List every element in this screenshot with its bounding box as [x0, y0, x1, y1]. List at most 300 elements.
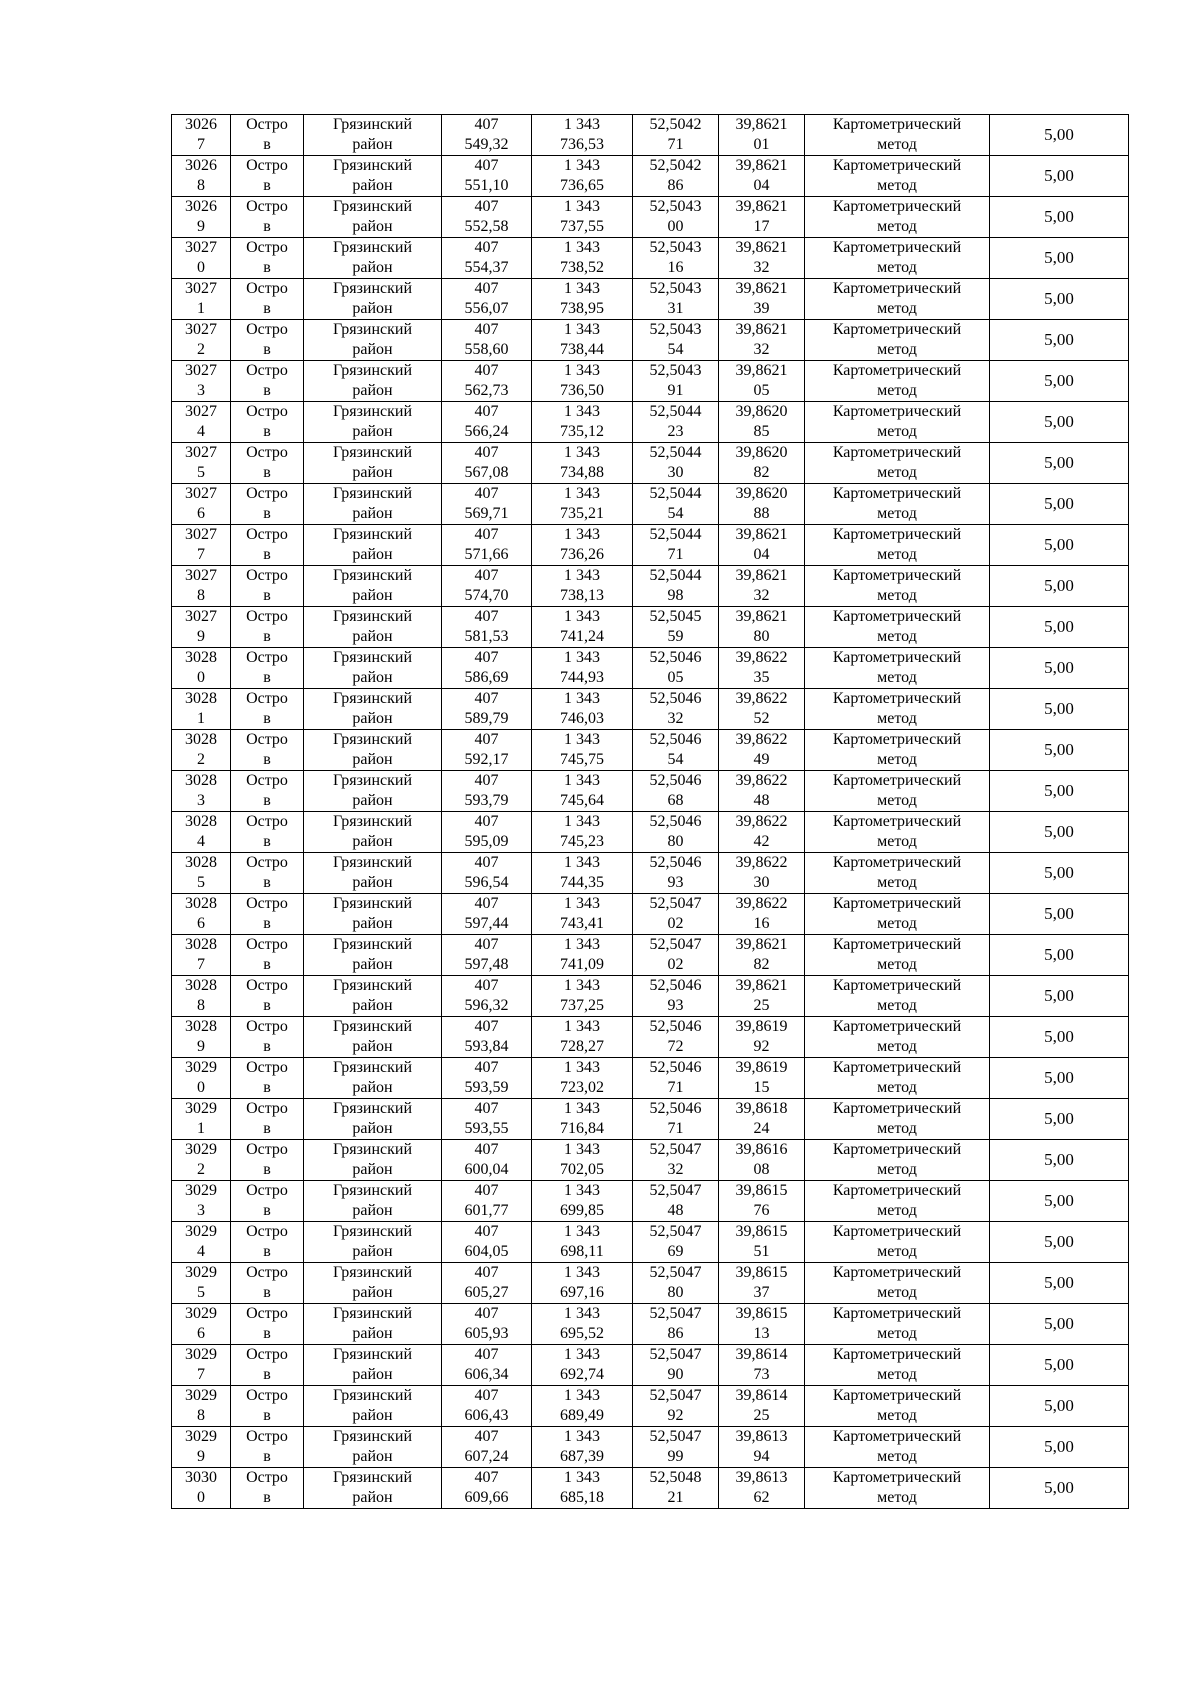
object-type-cell: [231, 1427, 304, 1468]
longitude-line-1: 39,8621: [735, 239, 788, 256]
district-line-2: район: [352, 259, 393, 276]
point-number-line-2: 4: [197, 423, 205, 440]
accuracy-cell: 5,00: [990, 1140, 1129, 1181]
y-coordinate-line-1: 1 343: [564, 485, 600, 502]
longitude-line-2: 25: [753, 997, 770, 1014]
object-type-cell: [231, 976, 304, 1017]
x-coordinate-line-2: 566,24: [464, 423, 509, 440]
district-line-2: район: [352, 1407, 393, 1424]
point-number-line-1: 3029: [185, 1141, 217, 1158]
object-type-line-2: в: [263, 259, 271, 276]
method-line-2: метод: [877, 710, 917, 727]
point-number-line-2: 2: [197, 341, 205, 358]
object-type-line-1: Остро: [246, 1387, 288, 1404]
x-coordinate-line-2: 605,93: [464, 1325, 509, 1342]
district-line-2: район: [352, 1284, 393, 1301]
x-coordinate-line-1: 407: [474, 280, 499, 297]
point-number-cell: [172, 853, 231, 894]
longitude-line-1: 39,8622: [735, 813, 788, 830]
latitude-cell: [633, 607, 719, 648]
longitude-line-1: 39,8618: [735, 1100, 788, 1117]
district-line-2: район: [352, 177, 393, 194]
method-line-2: метод: [877, 792, 917, 809]
object-type-line-1: Остро: [246, 403, 288, 420]
point-number-line-2: 3: [197, 1202, 205, 1219]
latitude-line-1: 52,5047: [649, 936, 702, 953]
point-number-line-2: 9: [197, 1038, 205, 1055]
point-number-cell: [172, 1181, 231, 1222]
district-line-2: район: [352, 341, 393, 358]
x-coordinate-cell: [442, 812, 532, 853]
y-coordinate-line-1: 1 343: [564, 321, 600, 338]
y-coordinate-cell: [532, 238, 633, 279]
district-line-2: район: [352, 1489, 393, 1506]
method-cell: [805, 648, 990, 689]
accuracy-cell: 5,00: [990, 1345, 1129, 1386]
district-line-1: Грязинский: [332, 157, 413, 174]
method-line-1: Картометрический: [832, 649, 962, 666]
object-type-cell: [231, 935, 304, 976]
district-line-1: Грязинский: [332, 1141, 413, 1158]
method-cell: [805, 689, 990, 730]
y-coordinate-line-1: 1 343: [564, 1387, 600, 1404]
object-type-cell: [231, 197, 304, 238]
table-row: [172, 607, 1129, 648]
x-coordinate-cell: [442, 1345, 532, 1386]
longitude-line-2: 17: [753, 218, 770, 235]
accuracy-cell: 5,00: [990, 320, 1129, 361]
accuracy-cell: 5,00: [990, 1304, 1129, 1345]
accuracy-cell: 5,00: [990, 1017, 1129, 1058]
point-number-cell: [172, 156, 231, 197]
y-coordinate-cell: [532, 525, 633, 566]
y-coordinate-line-2: 745,64: [560, 792, 604, 809]
y-coordinate-line-2: 685,18: [560, 1489, 604, 1506]
method-line-2: метод: [877, 1161, 917, 1178]
longitude-cell: [719, 279, 805, 320]
y-coordinate-line-1: 1 343: [564, 157, 600, 174]
method-line-2: метод: [877, 874, 917, 891]
method-cell: [805, 525, 990, 566]
accuracy-cell: 5,00: [990, 853, 1129, 894]
method-line-2: метод: [877, 956, 917, 973]
x-coordinate-line-2: 554,37: [464, 259, 509, 276]
longitude-cell: [719, 566, 805, 607]
longitude-cell: [719, 730, 805, 771]
object-type-line-1: Остро: [246, 157, 288, 174]
district-line-1: Грязинский: [332, 1387, 413, 1404]
object-type-cell: [231, 730, 304, 771]
method-line-2: метод: [877, 1079, 917, 1096]
point-number-cell: [172, 976, 231, 1017]
latitude-line-1: 52,5043: [649, 239, 702, 256]
method-line-2: метод: [877, 505, 917, 522]
x-coordinate-line-1: 407: [474, 1305, 499, 1322]
object-type-cell: [231, 689, 304, 730]
longitude-line-1: 39,8621: [735, 567, 788, 584]
y-coordinate-line-1: 1 343: [564, 895, 600, 912]
object-type-line-2: в: [263, 1284, 271, 1301]
method-cell: [805, 812, 990, 853]
longitude-line-1: 39,8622: [735, 649, 788, 666]
latitude-line-2: 31: [667, 300, 684, 317]
object-type-line-2: в: [263, 669, 271, 686]
object-type-line-1: Остро: [246, 608, 288, 625]
y-coordinate-line-2: 741,09: [560, 956, 604, 973]
y-coordinate-line-2: 716,84: [560, 1120, 604, 1137]
point-number-line-2: 2: [197, 1161, 205, 1178]
x-coordinate-line-2: 593,84: [464, 1038, 509, 1055]
longitude-line-1: 39,8621: [735, 936, 788, 953]
x-coordinate-line-2: 606,43: [464, 1407, 509, 1424]
longitude-line-2: 92: [753, 1038, 770, 1055]
x-coordinate-cell: [442, 771, 532, 812]
y-coordinate-cell: [532, 1181, 633, 1222]
x-coordinate-line-1: 407: [474, 1100, 499, 1117]
district-line-1: Грязинский: [332, 977, 413, 994]
district-cell: [304, 279, 442, 320]
latitude-line-1: 52,5042: [649, 116, 702, 133]
latitude-line-1: 52,5044: [649, 567, 702, 584]
object-type-line-2: в: [263, 300, 271, 317]
point-number-line-2: 1: [197, 710, 205, 727]
district-cell: [304, 730, 442, 771]
y-coordinate-line-2: 736,53: [560, 136, 604, 153]
longitude-cell: [719, 1468, 805, 1509]
y-coordinate-line-1: 1 343: [564, 1182, 600, 1199]
longitude-cell: [719, 320, 805, 361]
point-number-line-1: 3028: [185, 731, 217, 748]
district-cell: [304, 812, 442, 853]
x-coordinate-line-1: 407: [474, 239, 499, 256]
table-row: [172, 1304, 1129, 1345]
y-coordinate-line-1: 1 343: [564, 977, 600, 994]
table-row: [172, 1345, 1129, 1386]
district-line-2: район: [352, 1038, 393, 1055]
object-type-cell: [231, 156, 304, 197]
object-type-line-1: Остро: [246, 1264, 288, 1281]
latitude-cell: [633, 1468, 719, 1509]
y-coordinate-line-2: 728,27: [560, 1038, 604, 1055]
x-coordinate-cell: [442, 1181, 532, 1222]
latitude-line-2: 80: [667, 1284, 684, 1301]
y-coordinate-cell: [532, 1345, 633, 1386]
method-cell: [805, 320, 990, 361]
latitude-cell: [633, 1058, 719, 1099]
latitude-cell: [633, 320, 719, 361]
district-cell: [304, 648, 442, 689]
object-type-line-2: в: [263, 1366, 271, 1383]
table-row: [172, 238, 1129, 279]
method-line-2: метод: [877, 915, 917, 932]
y-coordinate-line-2: 744,35: [560, 874, 604, 891]
x-coordinate-line-1: 407: [474, 936, 499, 953]
point-number-line-2: 6: [197, 1325, 205, 1342]
latitude-line-1: 52,5043: [649, 362, 702, 379]
y-coordinate-cell: [532, 279, 633, 320]
latitude-line-2: 90: [667, 1366, 684, 1383]
point-number-cell: [172, 1345, 231, 1386]
longitude-line-2: 48: [753, 792, 770, 809]
district-cell: [304, 1345, 442, 1386]
y-coordinate-cell: [532, 812, 633, 853]
latitude-cell: [633, 443, 719, 484]
longitude-line-1: 39,8614: [735, 1346, 788, 1363]
district-cell: [304, 1099, 442, 1140]
district-cell: [304, 1058, 442, 1099]
latitude-line-2: 48: [667, 1202, 684, 1219]
x-coordinate-cell: [442, 361, 532, 402]
district-line-1: Грязинский: [332, 526, 413, 543]
point-number-line-1: 3027: [185, 444, 217, 461]
object-type-line-1: Остро: [246, 362, 288, 379]
object-type-cell: [231, 607, 304, 648]
latitude-line-2: 32: [667, 710, 684, 727]
district-line-1: Грязинский: [332, 1469, 413, 1486]
y-coordinate-line-2: 702,05: [560, 1161, 604, 1178]
x-coordinate-cell: [442, 238, 532, 279]
object-type-line-2: в: [263, 423, 271, 440]
x-coordinate-line-2: 562,73: [464, 382, 509, 399]
latitude-line-1: 52,5046: [649, 731, 702, 748]
method-cell: [805, 853, 990, 894]
x-coordinate-cell: [442, 1386, 532, 1427]
x-coordinate-line-2: 593,59: [464, 1079, 509, 1096]
method-cell: [805, 1263, 990, 1304]
accuracy-cell: 5,00: [990, 566, 1129, 607]
x-coordinate-cell: [442, 1017, 532, 1058]
accuracy-cell: 5,00: [990, 607, 1129, 648]
district-line-1: Грязинский: [332, 1100, 413, 1117]
district-cell: [304, 935, 442, 976]
method-line-1: Картометрический: [832, 157, 962, 174]
district-line-1: Грязинский: [332, 813, 413, 830]
accuracy-cell: 5,00: [990, 894, 1129, 935]
method-line-2: метод: [877, 669, 917, 686]
x-coordinate-line-2: 607,24: [464, 1448, 509, 1465]
point-number-line-2: 8: [197, 997, 205, 1014]
y-coordinate-line-1: 1 343: [564, 1469, 600, 1486]
point-number-line-2: 5: [197, 464, 205, 481]
object-type-line-1: Остро: [246, 444, 288, 461]
longitude-cell: [719, 1099, 805, 1140]
longitude-cell: [719, 115, 805, 156]
object-type-line-1: Остро: [246, 1100, 288, 1117]
longitude-line-2: 85: [753, 423, 770, 440]
method-cell: [805, 361, 990, 402]
method-line-2: метод: [877, 1202, 917, 1219]
longitude-line-1: 39,8620: [735, 444, 788, 461]
object-type-line-1: Остро: [246, 1141, 288, 1158]
y-coordinate-cell: [532, 197, 633, 238]
latitude-line-2: 71: [667, 546, 684, 563]
latitude-line-1: 52,5047: [649, 1182, 702, 1199]
district-line-2: район: [352, 587, 393, 604]
object-type-line-1: Остро: [246, 895, 288, 912]
y-coordinate-cell: [532, 1263, 633, 1304]
longitude-cell: [719, 689, 805, 730]
latitude-cell: [633, 197, 719, 238]
accuracy-cell: 5,00: [990, 443, 1129, 484]
method-line-1: Картометрический: [832, 1100, 962, 1117]
table-row: [172, 853, 1129, 894]
method-line-2: метод: [877, 1407, 917, 1424]
y-coordinate-line-2: 734,88: [560, 464, 604, 481]
district-line-2: район: [352, 792, 393, 809]
object-type-line-1: Остро: [246, 116, 288, 133]
point-number-cell: [172, 115, 231, 156]
latitude-cell: [633, 566, 719, 607]
y-coordinate-line-1: 1 343: [564, 608, 600, 625]
point-number-cell: [172, 320, 231, 361]
longitude-line-1: 39,8613: [735, 1428, 788, 1445]
x-coordinate-line-1: 407: [474, 485, 499, 502]
point-number-line-1: 3026: [185, 198, 217, 215]
x-coordinate-line-2: 569,71: [464, 505, 509, 522]
y-coordinate-cell: [532, 1222, 633, 1263]
longitude-cell: [719, 1181, 805, 1222]
method-cell: [805, 1058, 990, 1099]
object-type-line-1: Остро: [246, 936, 288, 953]
district-cell: [304, 361, 442, 402]
point-number-line-1: 3026: [185, 116, 217, 133]
district-line-1: Грязинский: [332, 321, 413, 338]
method-line-2: метод: [877, 546, 917, 563]
point-number-cell: [172, 1427, 231, 1468]
district-cell: [304, 443, 442, 484]
latitude-line-1: 52,5047: [649, 1346, 702, 1363]
district-cell: [304, 197, 442, 238]
longitude-line-1: 39,8621: [735, 157, 788, 174]
point-number-line-1: 3027: [185, 485, 217, 502]
point-number-line-2: 3: [197, 382, 205, 399]
object-type-line-1: Остро: [246, 526, 288, 543]
method-cell: [805, 730, 990, 771]
x-coordinate-line-1: 407: [474, 444, 499, 461]
point-number-line-1: 3028: [185, 854, 217, 871]
y-coordinate-cell: [532, 484, 633, 525]
point-number-cell: [172, 1304, 231, 1345]
district-line-2: район: [352, 1120, 393, 1137]
method-line-2: метод: [877, 218, 917, 235]
district-line-1: Грязинский: [332, 444, 413, 461]
point-number-line-2: 8: [197, 177, 205, 194]
x-coordinate-line-2: 597,48: [464, 956, 509, 973]
longitude-line-2: 39: [753, 300, 770, 317]
object-type-line-2: в: [263, 1407, 271, 1424]
accuracy-cell: 5,00: [990, 238, 1129, 279]
y-coordinate-line-1: 1 343: [564, 649, 600, 666]
object-type-line-2: в: [263, 136, 271, 153]
accuracy-cell: 5,00: [990, 1181, 1129, 1222]
latitude-line-1: 52,5046: [649, 772, 702, 789]
y-coordinate-line-1: 1 343: [564, 1059, 600, 1076]
point-number-line-2: 2: [197, 751, 205, 768]
district-line-2: район: [352, 464, 393, 481]
district-line-1: Грязинский: [332, 772, 413, 789]
object-type-line-2: в: [263, 1038, 271, 1055]
longitude-cell: [719, 1017, 805, 1058]
point-number-line-1: 3028: [185, 690, 217, 707]
object-type-cell: [231, 1304, 304, 1345]
method-cell: [805, 279, 990, 320]
longitude-line-2: 32: [753, 341, 770, 358]
district-cell: [304, 1140, 442, 1181]
latitude-line-1: 52,5043: [649, 198, 702, 215]
method-line-2: метод: [877, 341, 917, 358]
latitude-line-2: 93: [667, 874, 684, 891]
district-line-2: район: [352, 1243, 393, 1260]
accuracy-cell: 5,00: [990, 402, 1129, 443]
point-number-line-2: 0: [197, 1489, 205, 1506]
district-line-1: Грязинский: [332, 1223, 413, 1240]
method-line-1: Картометрический: [832, 280, 962, 297]
district-line-1: Грязинский: [332, 198, 413, 215]
latitude-line-1: 52,5046: [649, 649, 702, 666]
point-number-line-1: 3027: [185, 526, 217, 543]
method-line-1: Картометрический: [832, 1264, 962, 1281]
district-cell: [304, 894, 442, 935]
y-coordinate-cell: [532, 853, 633, 894]
district-line-1: Грязинский: [332, 116, 413, 133]
district-line-1: Грязинский: [332, 854, 413, 871]
point-number-line-2: 4: [197, 1243, 205, 1260]
x-coordinate-line-1: 407: [474, 813, 499, 830]
method-cell: [805, 443, 990, 484]
y-coordinate-line-1: 1 343: [564, 239, 600, 256]
point-number-cell: [172, 1140, 231, 1181]
latitude-line-1: 52,5047: [649, 895, 702, 912]
method-cell: [805, 156, 990, 197]
point-number-line-2: 7: [197, 546, 205, 563]
object-type-line-1: Остро: [246, 567, 288, 584]
longitude-line-2: 32: [753, 259, 770, 276]
object-type-line-1: Остро: [246, 649, 288, 666]
longitude-line-2: 30: [753, 874, 770, 891]
latitude-line-2: 86: [667, 1325, 684, 1342]
method-cell: [805, 566, 990, 607]
object-type-cell: [231, 1386, 304, 1427]
x-coordinate-cell: [442, 197, 532, 238]
accuracy-cell: 5,00: [990, 197, 1129, 238]
longitude-line-2: 05: [753, 382, 770, 399]
y-coordinate-line-2: 737,55: [560, 218, 604, 235]
longitude-line-1: 39,8613: [735, 1469, 788, 1486]
y-coordinate-line-1: 1 343: [564, 772, 600, 789]
longitude-cell: [719, 1345, 805, 1386]
y-coordinate-cell: [532, 320, 633, 361]
district-line-2: район: [352, 505, 393, 522]
y-coordinate-cell: [532, 402, 633, 443]
longitude-line-1: 39,8621: [735, 608, 788, 625]
district-cell: [304, 1427, 442, 1468]
point-number-cell: [172, 361, 231, 402]
longitude-line-1: 39,8615: [735, 1182, 788, 1199]
latitude-cell: [633, 894, 719, 935]
latitude-cell: [633, 156, 719, 197]
table-row: [172, 443, 1129, 484]
table-row: [172, 1140, 1129, 1181]
longitude-line-2: 04: [753, 177, 770, 194]
x-coordinate-line-2: 597,44: [464, 915, 509, 932]
object-type-line-2: в: [263, 177, 271, 194]
y-coordinate-cell: [532, 1017, 633, 1058]
district-cell: [304, 156, 442, 197]
latitude-line-1: 52,5047: [649, 1387, 702, 1404]
x-coordinate-cell: [442, 566, 532, 607]
point-number-line-1: 3027: [185, 403, 217, 420]
object-type-line-2: в: [263, 956, 271, 973]
